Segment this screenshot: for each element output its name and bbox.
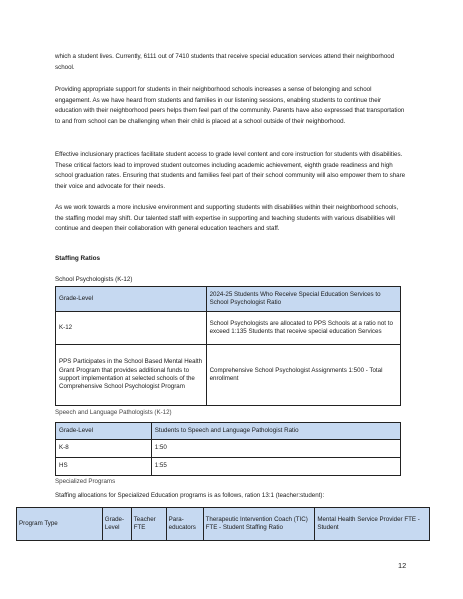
table-row [56, 345, 401, 406]
table-row [56, 312, 401, 345]
specialized-programs-intro: Staffing allocations for Specialized Education programs is as follows, ration 13:1 (teacher:student): [55, 492, 325, 499]
psych-table-caption: School Psychologists (K-12) [55, 276, 133, 283]
table-header-cell: Grade-Level [56, 423, 152, 440]
table-header-cell: Teacher FTE [131, 508, 166, 541]
table-header-cell: Grade-Level [56, 287, 207, 312]
staffing-ratios-heading: Staffing Ratios [55, 255, 101, 262]
speech-language-pathologists-table [55, 422, 401, 476]
table-header-row [56, 287, 401, 312]
table-header-cell: Mental Health Service Provider FTE - Student [315, 508, 430, 541]
paragraph-1: which a student lives. Currently, 6111 out of 7410 students that receive special education services attend their neighborhood school. [55, 53, 395, 71]
table-cell: 1:55 [151, 458, 400, 476]
slp-table-caption: Speech and Language Pathologists (K-12) [55, 409, 172, 416]
table-header-cell: 2024-25 Students Who Receive Special Education Services to School Psychologist Ratio [206, 287, 400, 312]
specialized-programs-table [16, 507, 430, 541]
page-number: 12 [398, 561, 407, 570]
paragraph-4: As we work towards a more inclusive environment and supporting students with disabilities within their neighborhood schools, the staffing model may shift. Our talented staff with expertise in supporting and teaching students with various disabilities will continue and deepen their collaboration with general education teachers and staff. [55, 204, 399, 233]
paragraph-3: Effective inclusionary practices facilitate student access to grade level content and core instruction for students with disabilities. These critical factors lead to improved student outcomes including academic achievement, eighth grade readiness and high school graduation rates. Ensuring that students and families feel part of their school community will also empower them to share their voice and advocate for their needs. [55, 151, 406, 190]
table-row [56, 440, 401, 458]
specialized-programs-caption: Specialized Programs [55, 478, 116, 485]
table-cell: 1:50 [151, 440, 400, 458]
table-header-row [17, 508, 430, 541]
table-header-cell: Para-educators [166, 508, 203, 541]
table-row [56, 458, 401, 476]
table-cell: School Psychologists are allocated to PPS Schools at a ratio not to exceed 1:135 Students that receive special education Services [206, 312, 400, 345]
table-cell: PPS Participates in the School Based Mental Health Grant Program that provides additional funds to support implementation at selected schools of the Comprehensive School Psychologist Program [56, 345, 207, 406]
table-header-row [56, 423, 401, 440]
table-cell: K-8 [56, 440, 152, 458]
table-header-cell: Program Type [17, 508, 103, 541]
school-psychologists-table [55, 286, 401, 406]
table-header-cell: Grade-Level [102, 508, 131, 541]
table-cell: Comprehensive School Psychologist Assignments 1:500 - Total enrollment [206, 345, 400, 406]
table-header-cell: Students to Speech and Language Pathologist Ratio [151, 423, 400, 440]
table-header-cell: Therapeutic Intervention Coach (TIC) FTE - Student Staffing Ratio [203, 508, 315, 541]
paragraph-2: Providing appropriate support for students in their neighborhood schools increases a sense of belonging and school engagement. As we have heard from students and families in our listening sessions, enabling students to continue their education with their neighborhood peers helps them feel part of the community. Parents have also expressed that transportation to and from school can be challenging when their child is placed at a school outside of their neighborhood. [55, 86, 405, 125]
table-cell: HS [56, 458, 152, 476]
table-cell: K-12 [56, 312, 207, 345]
